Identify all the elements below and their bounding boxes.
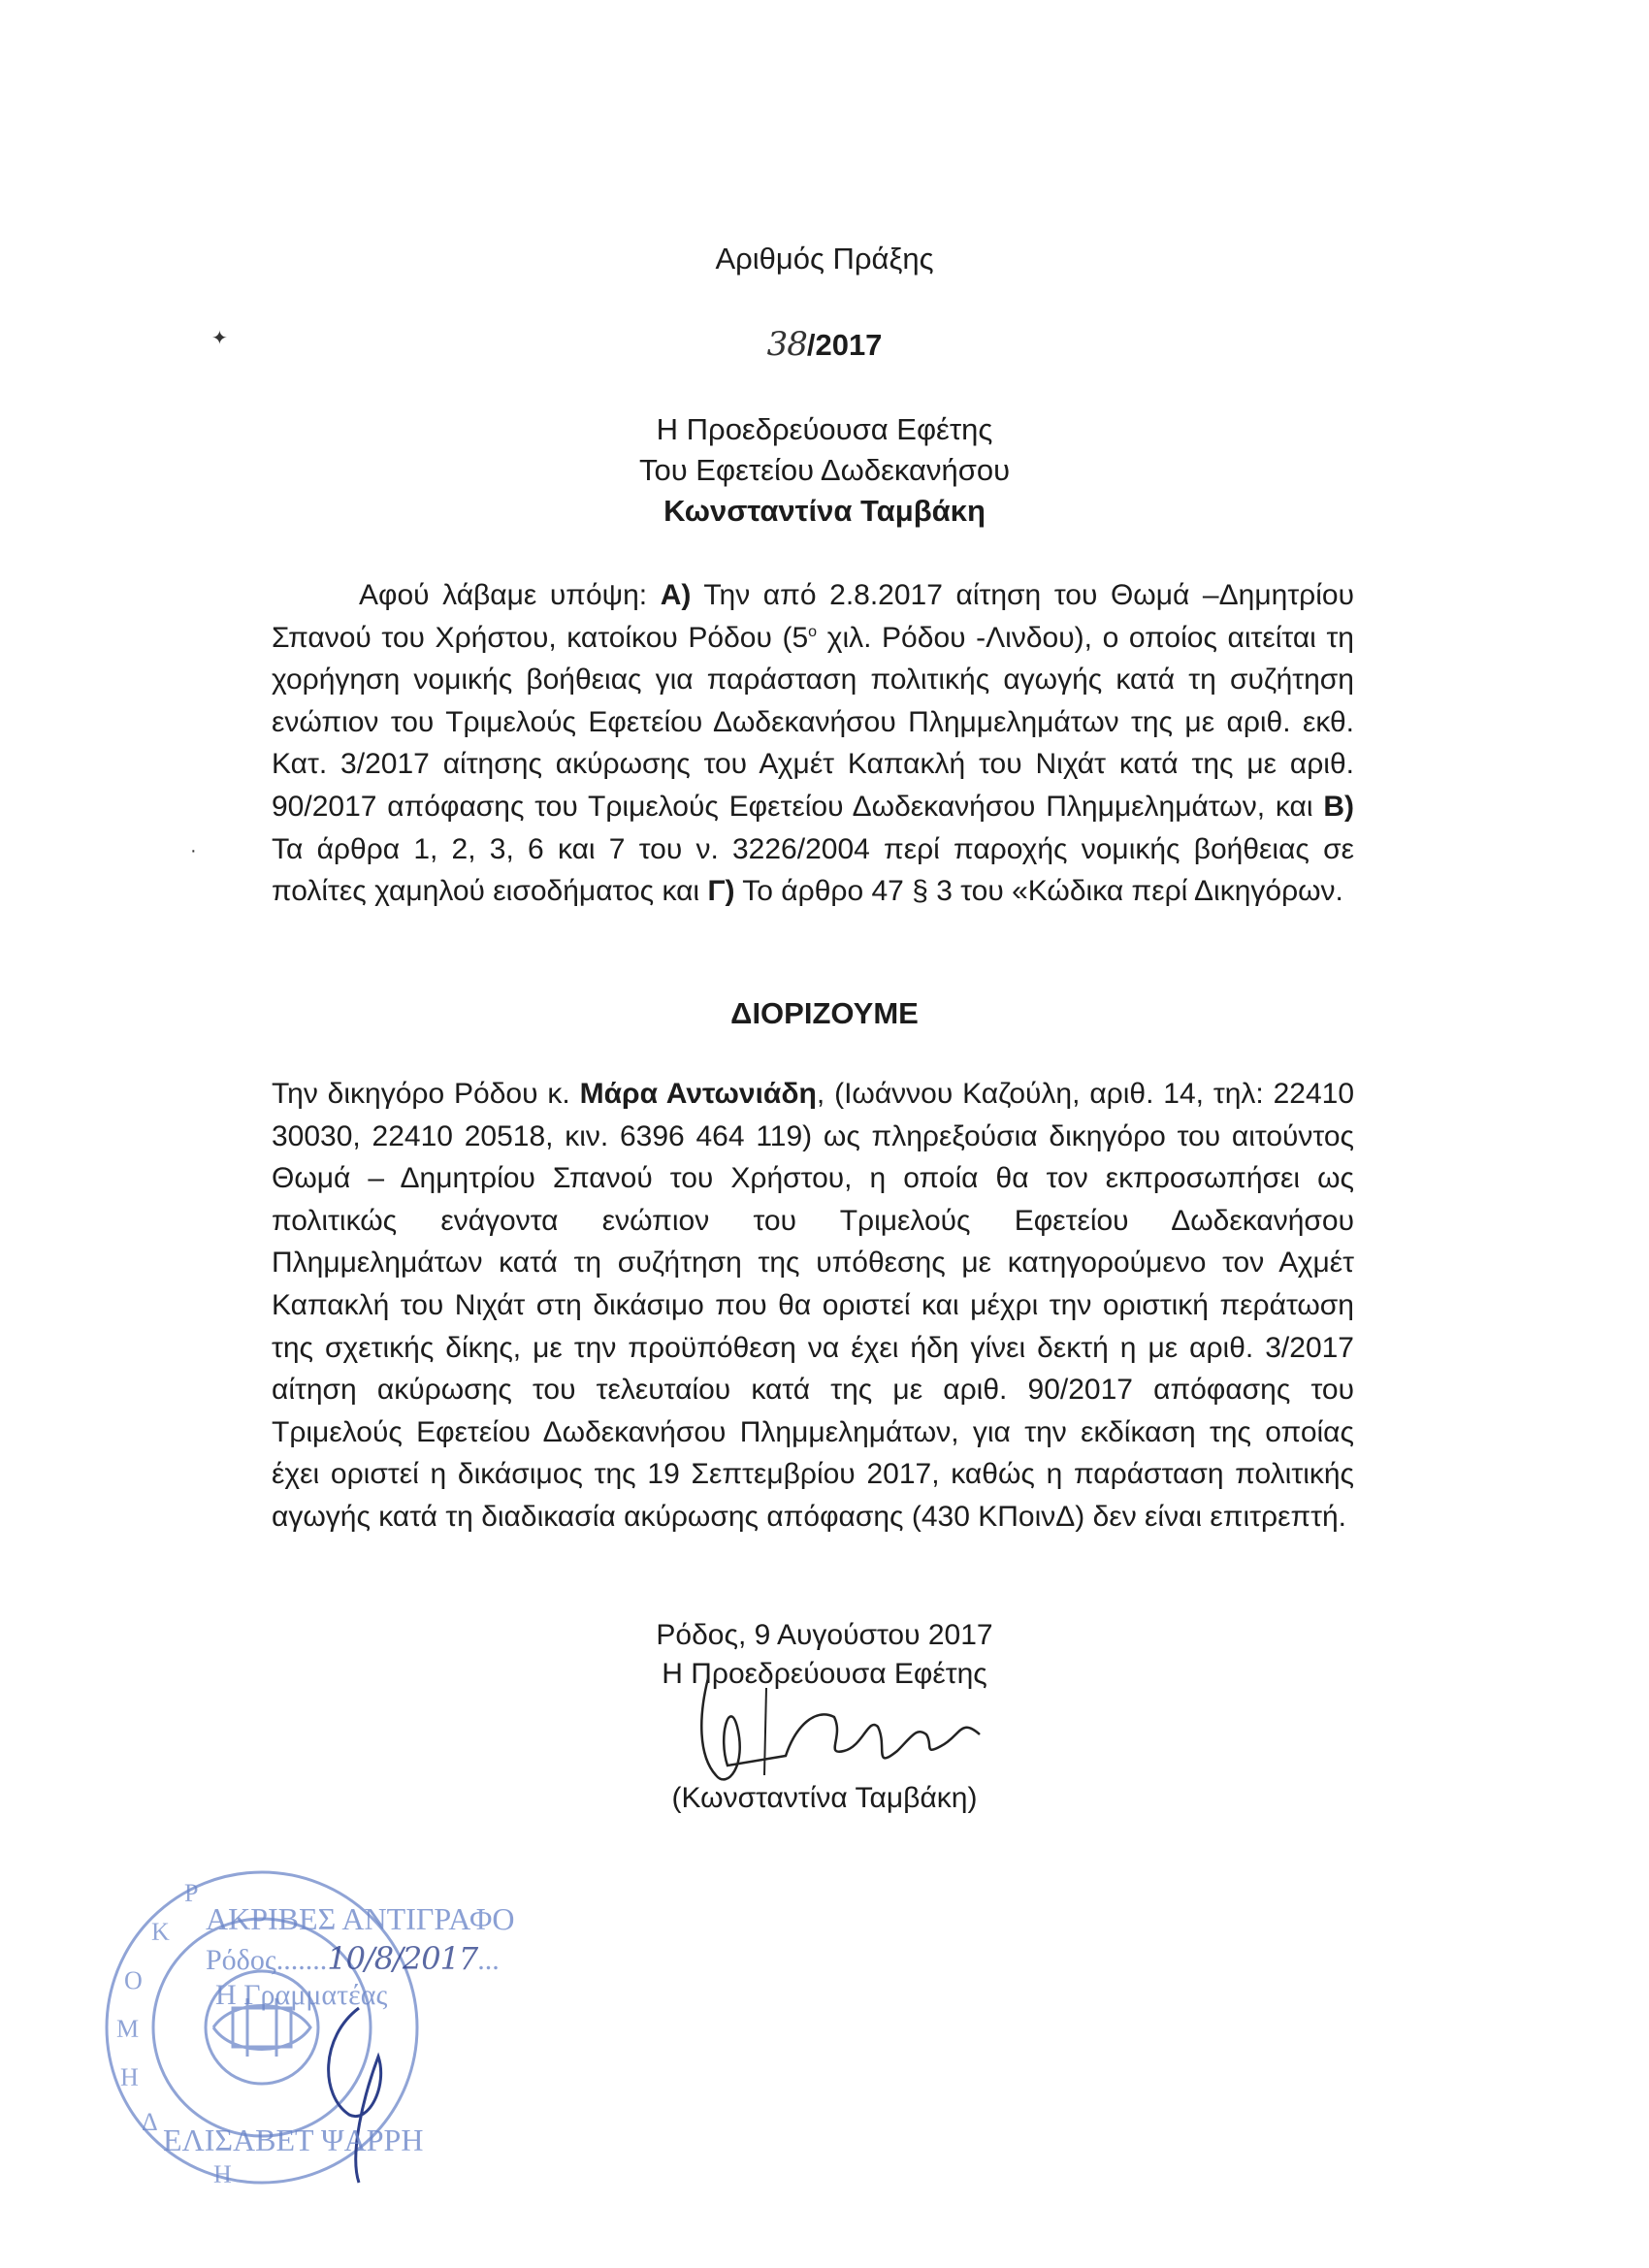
judge-name: Κωνσταντίνα Ταμβάκη (663, 494, 986, 528)
seal-ring-letter: Ρ (184, 1879, 199, 1907)
stamp-secretary-name: ΕΛΙΣΑΒΕΤ ΨΑΡΡΗ (163, 2122, 424, 2157)
recital-a-label: Α) (660, 579, 692, 611)
signatory-title: Η Προεδρεύουσα Εφέτης (662, 1658, 987, 1690)
recital-paragraph (272, 574, 1354, 913)
seal-ring-letter: Η (213, 2160, 232, 2188)
stamp-secretary: Η Γραμματέας (215, 1979, 388, 2011)
recital-b-text: Τα άρθρα 1, 2, 3, 6 και 7 του ν. 3226/2004 περί παροχής νομικής βοήθειας σε πολίτες χαμηλού εισοδήματος και (272, 832, 1354, 908)
seal-ring-letter: Μ (116, 2015, 140, 2043)
scan-mark: ✦ (211, 328, 228, 349)
act-number (0, 324, 1649, 366)
lawyer-name: Μάρα Αντωνιάδη (579, 1078, 817, 1110)
stamp-place-label: Ρόδος (206, 1944, 276, 1976)
recital-a-text: Την από 2.8.2017 αίτηση του Θωμά –Δημητρίου Σπανού του Χρήστου, κατοίκου Ρόδου (5 (272, 579, 1354, 654)
recital-c-label: Γ) (707, 875, 735, 908)
judge-title-1: Η Προεδρεύουσα Εφέτης (656, 412, 993, 446)
recital-a-sup: ο (808, 623, 818, 640)
decision-heading: ΔΙΟΡΙΖΟΥΜΕ (730, 996, 919, 1030)
place-date: Ρόδος, 9 Αυγούστου 2017 (656, 1619, 993, 1651)
stamp-place: Ρόδος.......10/8/2017... (206, 1940, 500, 1977)
decision-text-1: Την δικηγόρο Ρόδου κ. (272, 1078, 580, 1110)
signatory-name: (Κωνσταντίνα Ταμβάκη) (671, 1782, 978, 1814)
decision-text-2: , (Ιωάννου Καζούλη, αριθ. 14, τηλ: 22410 30030, 22410 20518, κιν. 6396 464 119) ως πληρεξούσια δικηγόρο του αιτούντος Θωμά – Δημητρίου Σπανού του Χρήστου, η οποία θα τον εκπροσωπήσει ως πολιτικώς ενάγοντα ενώπιον του Τριμελούς Εφετείου Δωδεκανήσου Πλημμελημάτων κατά τη συζήτηση της υπόθεσης με κατηγορούμενο τον Αχμέτ Καπακλή του Νιχάτ στη δικάσιμο που θα οριστεί και μέχρι την οριστική περάτωση της σχετικής δίκης, με την προϋπόθεση να έχει ήδη γίνει δεκτή η με αριθ. 3/2017 αίτηση ακύρωσης του τελευταίου κατά της με αριθ. 90/2017 απόφασης του Τριμελούς Εφετείου Δωδεκανήσου Πλημμελημάτων, για την εκδίκαση της οποίας έχει οριστεί η δικάσιμος της 19 Σεπτεμβρίου 2017, καθώς η παράσταση πολιτικής αγωγής κατά τη διαδικασία ακύρωσης απόφασης (430 ΚΠοινΔ) δεν είναι επιτρεπτή. (272, 1078, 1354, 1533)
seal-ring-letter: Κ (151, 1918, 170, 1946)
stamp-date-handwritten: 10/8/2017 (327, 1940, 478, 1977)
recital-a-text2: χιλ. Ρόδου -Λινδου), ο οποίος αιτείται τη χορήγηση νομικής βοήθειας για παράσταση πολιτικής αγωγής κατά τη συζήτηση ενώπιον του Τριμελούς Εφετείου Δωδεκανήσου Πλημμελημάτων της με αριθ. εκθ. Κατ. 3/2017 αίτησης ακύρωσης του Αχμέτ Καπακλή του Νιχάτ κατά της με αριθ. 90/2017 απόφασης του Τριμελούς Εφετείου Δωδεκανήσου Πλημμελημάτων, και (272, 621, 1354, 823)
recital-intro: Αφού λάβαμε υπόψη: (359, 579, 661, 611)
recital-c-text: Το άρθρο 47 § 3 του «Κώδικα περί Δικηγόρων. (734, 875, 1343, 908)
seal-ring-letter: Δ (142, 2108, 158, 2136)
act-number-handwritten: 38 (766, 325, 807, 364)
decision-paragraph (272, 1073, 1354, 1539)
recital-b-label: Β) (1323, 790, 1354, 823)
seal-ring-letter: Ο (124, 1966, 143, 1994)
judge-title-2: Του Εφετείου Δωδεκανήσου (638, 453, 1011, 487)
scan-mark: · (190, 840, 197, 861)
act-label: Αριθμός Πράξης (715, 242, 934, 275)
seal-ring-letter: Η (120, 2063, 139, 2091)
act-year: /2017 (806, 328, 883, 362)
stamp-true-copy: ΑΚΡΙΒΕΣ ΑΝΤΙΓΡΑΦΟ (206, 1901, 515, 1936)
